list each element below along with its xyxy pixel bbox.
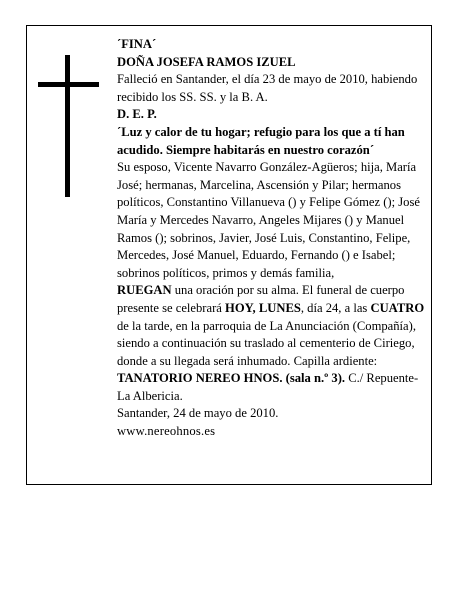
cross-icon [65, 55, 70, 197]
funeral-home: TANATORIO NEREO HNOS. (sala n.º 3). [117, 371, 346, 386]
date-line: Santander, 24 de mayo de 2010. [117, 406, 279, 421]
funeral-hour: CUATRO [370, 300, 425, 315]
dep: D. E. P. [117, 107, 157, 122]
funeral-request: RUEGAN una oración por su alma. El funeral de cuerpo presente se celebrará HOY, LUNES, día 24, a las CUATRO de la tarde, en la parroquia de La Anunciación (Compañía), siendo a continuación su traslado al cementerio de Ciriego, donde a su llegada será inhumado. Capilla ardiente: TANATORIO NEREO HNOS. (sala n.º 3). C./ Repuente-La Albericia. [117, 283, 425, 403]
ruegan: RUEGAN [117, 283, 172, 298]
nickname: ´FINA´ [117, 37, 157, 51]
quote: ´Luz y calor de tu hogar; refugio para los que a tí han acudido. Siempre habitarás en nuestro corazón´ [117, 124, 405, 157]
deceased-name: DOÑA JOSEFA RAMOS IZUEL [117, 54, 296, 69]
obituary-text [117, 36, 427, 441]
family-list: Su esposo, Vicente Navarro González-Agüeros; hija, María José; hermanas, Marcelina, Ascensión y Pilar; hermanos políticos, Constantino Villanueva () y Felipe Gómez (); José María y Mercedes Navarro, Angeles Mijares () y Manuel Ramos (); sobrinos, Javier, José Luis, Constantino, Felipe, Mercedes, José Manuel, Eduardo, Fernando () e Isabel; sobrinos políticos, primos y demás familia, [117, 160, 420, 280]
cross-icon-bar [38, 82, 99, 87]
website-link[interactable]: www.nereohnos.es [117, 424, 216, 439]
funeral-day: HOY, LUNES [225, 300, 301, 315]
death-notice: Falleció en Santander, el día 23 de mayo de 2010, habiendo recibido los SS. SS. y la B. A. [117, 72, 418, 104]
